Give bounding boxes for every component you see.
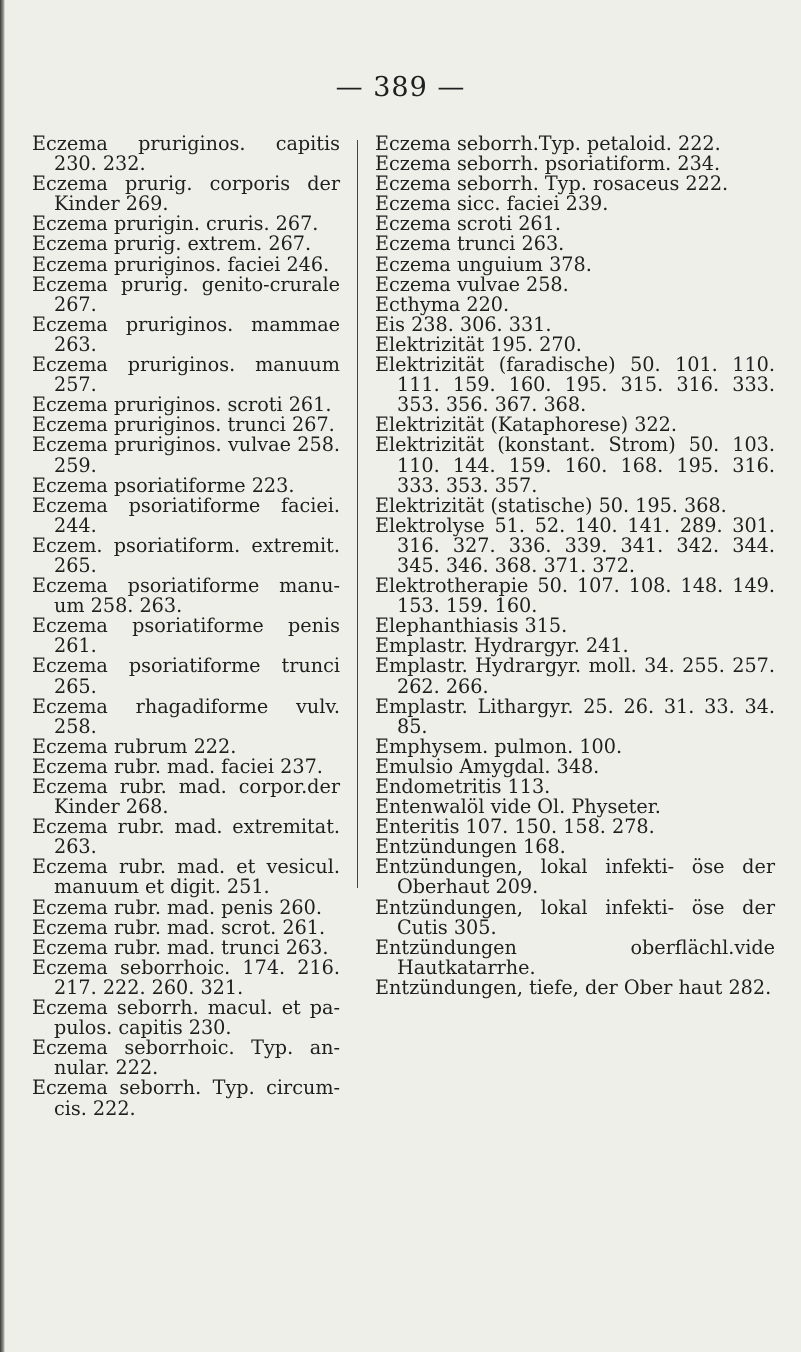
index-entry: Elektrizität (statische) 50. 195. 368.	[375, 493, 727, 517]
page-number: — 389 —	[335, 72, 466, 103]
index-entry: Eczema seborrh. psoriatiform. 234.	[375, 152, 721, 176]
index-entry: Eczema seborrh. Typ. circum- cis. 222.	[32, 1076, 340, 1120]
index-entry: Eczema pruriginos. mammae 263.	[32, 312, 340, 356]
index-entry: Elephanthiasis 315.	[375, 614, 568, 638]
index-entry: Eczema prurigin. cruris. 267.	[32, 212, 319, 236]
index-entry: Eczema psoriatiforme faciei. 244.	[32, 493, 340, 537]
index-entry: Eczema psoriatiforme 223.	[32, 473, 295, 497]
index-entry: Eczema pruriginos. vulvae 258. 259.	[32, 433, 340, 477]
index-entry: Eczema rubr. mad. corpor.der Kinder 268.	[32, 775, 340, 819]
index-entry: Eczema prurig. corporis der Kinder 269.	[32, 172, 340, 216]
index-entry: Eis 238. 306. 331.	[375, 312, 552, 336]
page-edge-shadow	[0, 0, 5, 1352]
index-entry: Entzündungen, lokal infekti- öse der Oberhaut 209.	[375, 855, 775, 899]
index-entry: Eczem. psoriatiform. extremit. 265.	[32, 533, 340, 577]
index-entry: Eczema psoriatiforme manu- um 258. 263.	[32, 574, 340, 618]
index-entry: Eczema pruriginos. trunci 267.	[32, 413, 335, 437]
index-entry: Eczema seborrhoic. 174. 216. 217. 222. 260. 321.	[32, 955, 340, 999]
index-entry: Entenwalöl vide Ol. Physeter.	[375, 795, 661, 819]
index-entry: Eczema prurig. extrem. 267.	[32, 232, 312, 256]
index-entry: Eczema rubr. mad. scrot. 261.	[32, 915, 326, 939]
index-entry: Eczema seborrhoic. Typ. an- nular. 222.	[32, 1036, 340, 1080]
index-entry: Eczema rubrum 222.	[32, 734, 237, 758]
index-entry: Eczema pruriginos. manuum 257.	[32, 353, 340, 397]
index-entry: Eczema rubr. mad. et vesicul. manuum et digit. 251.	[32, 855, 340, 899]
index-entry: Entzündungen, tiefe, der Ober haut 282.	[375, 975, 772, 999]
index-entry: Eczema pruriginos. faciei 246.	[32, 252, 330, 276]
index-entry: Eczema trunci 263.	[375, 232, 565, 256]
index-entry: Elektrolyse 51. 52. 140. 141. 289. 301. 316. 327. 336. 339. 341. 342. 344. 345. 346. 368. 371. 372.	[375, 513, 775, 577]
index-entry: Eczema prurig. genito-crurale 267.	[32, 272, 340, 316]
index-entry: Enteritis 107. 150. 158. 278.	[375, 815, 655, 839]
index-entry: Elektrizität 195. 270.	[375, 332, 582, 356]
index-entry: Ecthyma 220.	[375, 292, 510, 316]
index-entry: Eczema pruriginos. capitis 230. 232.	[32, 132, 340, 176]
index-column-left	[32, 134, 340, 1119]
index-entry: Eczema unguium 378.	[375, 252, 592, 276]
index-entry: Elektrotherapie 50. 107. 108. 148. 149. 153. 159. 160.	[375, 574, 775, 618]
index-entry: Eczema rubr. mad. extremitat. 263.	[32, 815, 340, 859]
index-entry: Emplastr. Hydrargyr. moll. 34. 255. 257. 262. 266.	[375, 654, 775, 698]
index-entry: Eczema seborrh. macul. et pa- pulos. capitis 230.	[32, 996, 340, 1040]
index-entry: Eczema rubr. mad. trunci 263.	[32, 935, 329, 959]
index-entry: Eczema rhagadiforme vulv. 258.	[32, 694, 340, 738]
index-entry: Eczema vulvae 258.	[375, 272, 569, 296]
index-entry: Eczema rubr. mad. penis 260.	[32, 895, 322, 919]
index-entry: Eczema seborrh.Typ. petaloid. 222.	[375, 132, 721, 155]
index-entry: Eczema scroti 261.	[375, 212, 561, 236]
index-entry: Eczema psoriatiforme penis 261.	[32, 614, 340, 658]
index-entry: Emphysem. pulmon. 100.	[375, 734, 623, 758]
index-entry: Eczema pruriginos. scroti 261.	[32, 393, 332, 417]
index-entry: Eczema sicc. faciei 239.	[375, 192, 609, 216]
index-entry: Endometritis 113.	[375, 775, 551, 798]
column-divider	[357, 140, 358, 888]
index-entry: Elektrizität (Kataphorese) 322.	[375, 413, 677, 437]
index-entry: Entzündungen, lokal infekti- öse der Cutis 305.	[375, 895, 775, 939]
index-column-right	[375, 134, 775, 998]
index-entry: Emplastr. Lithargyr. 25. 26. 31. 33. 34. 85.	[375, 694, 775, 738]
index-entry: Eczema psoriatiforme trunci 265.	[32, 654, 340, 698]
index-entry: Elektrizität (faradische) 50. 101. 110. 111. 159. 160. 195. 315. 316. 333. 353. 356. 367. 368.	[375, 353, 775, 417]
index-entry: Emulsio Amygdal. 348.	[375, 754, 600, 778]
index-entry: Elektrizität (konstant. Strom) 50. 103. 110. 144. 159. 160. 168. 195. 316. 333. 353. 357.	[375, 433, 775, 497]
index-entry: Eczema rubr. mad. faciei 237.	[32, 754, 323, 778]
index-entry: Eczema seborrh. Typ. rosaceus 222.	[375, 172, 729, 196]
index-entry: Emplastr. Hydrargyr. 241.	[375, 634, 629, 658]
index-entry: Entzündungen oberflächl.vide Hautkatarrhe.	[375, 935, 775, 979]
index-entry: Entzündungen 168.	[375, 835, 566, 859]
